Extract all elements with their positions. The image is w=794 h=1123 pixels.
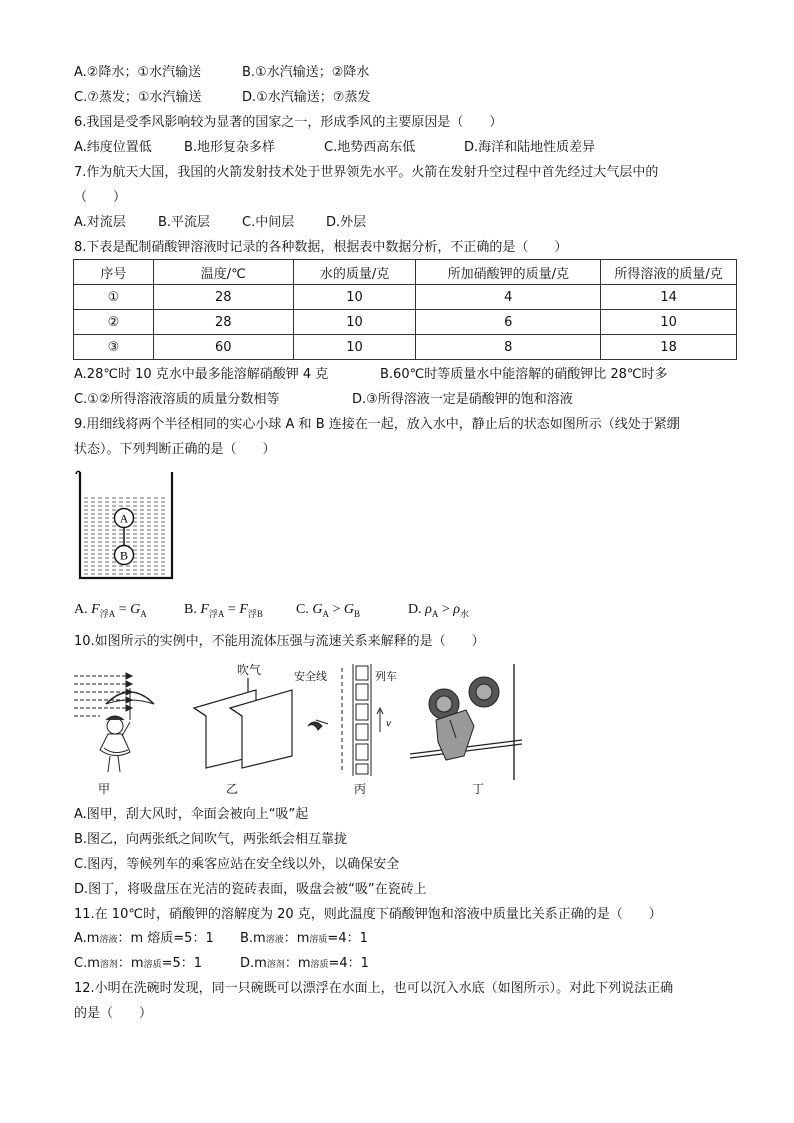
train-cars bbox=[356, 666, 368, 774]
table-cell: 18 bbox=[601, 335, 737, 360]
table-header-cell: 序号 bbox=[74, 260, 154, 285]
q8-stem: 8.下表是配制硝酸钾溶液时记录的各种数据，根据表中数据分析，不正确的是（ ） bbox=[74, 240, 568, 255]
q7-stem-line-2: （ ） bbox=[74, 190, 127, 205]
q10-option-b: B.图乙，向两张纸之间吹气，两张纸会相互靠拢 bbox=[74, 832, 348, 847]
q9-options bbox=[74, 601, 469, 623]
q7-option-c: C.中间层 bbox=[242, 215, 295, 230]
symbol: G bbox=[130, 602, 141, 617]
symbol: ρ bbox=[425, 602, 432, 617]
q6-option-a: A.纬度位置低 bbox=[74, 140, 152, 155]
text: =4：1 bbox=[327, 931, 368, 946]
relation: > bbox=[328, 602, 344, 617]
ball-b-label: B bbox=[119, 548, 129, 563]
text: C.m bbox=[74, 956, 100, 971]
subscript: 溶质 bbox=[310, 960, 329, 970]
q11-options-row-1 bbox=[74, 930, 368, 949]
subscript: 浮A bbox=[208, 608, 225, 619]
subscript: 溶剂 bbox=[266, 960, 285, 970]
q10-option-d: D.图丁，将吸盘压在光洁的瓷砖表面，吸盘会被“吸”在瓷砖上 bbox=[74, 882, 427, 897]
suction-cup-left-center bbox=[436, 696, 452, 712]
table-cell: 10 bbox=[293, 335, 416, 360]
table-cell: ② bbox=[74, 310, 154, 335]
q11-option-c bbox=[74, 955, 240, 974]
symbol: ρ bbox=[453, 602, 460, 617]
text: =4：1 bbox=[328, 956, 369, 971]
q8-options-row-1 bbox=[74, 366, 667, 384]
subscript: 溶质 bbox=[309, 935, 328, 945]
table-header-row bbox=[74, 260, 737, 285]
table-cell: 60 bbox=[153, 335, 293, 360]
relation: = bbox=[224, 602, 240, 617]
table-header-cell: 水的质量/克 bbox=[293, 260, 416, 285]
girl-head bbox=[107, 718, 123, 734]
figure-yi-paper-sheets bbox=[194, 662, 292, 768]
subscript: 溶液 bbox=[99, 935, 118, 945]
table-row bbox=[74, 285, 737, 310]
passenger-silhouette bbox=[308, 722, 322, 730]
table-row bbox=[74, 310, 737, 335]
relation: > bbox=[438, 602, 454, 617]
q6-option-b: B.地形复杂多样 bbox=[184, 140, 276, 155]
q9-stem-line-2: 状态）。下列判断正确的是（ ） bbox=[74, 442, 276, 457]
figure-caption-jia: 甲 bbox=[98, 782, 111, 796]
q6-options bbox=[74, 139, 595, 157]
q8-option-a: A.28℃时 10 克水中最多能溶解硝酸钾 4 克 bbox=[74, 367, 329, 382]
text: A.m bbox=[74, 931, 100, 946]
q12-stem-line-2: 的是（ ） bbox=[74, 1006, 153, 1021]
table-cell: 10 bbox=[601, 310, 737, 335]
symbol: F bbox=[200, 602, 209, 617]
girl-hair bbox=[106, 716, 124, 720]
q9-beaker-figure bbox=[74, 466, 178, 584]
q8-option-c: C.①②所得溶液溶质的质量分数相等 bbox=[74, 392, 280, 407]
q8-options-row-2 bbox=[74, 391, 573, 409]
table-cell: 4 bbox=[416, 285, 601, 310]
q11-stem: 11.在 10℃时，硝酸钾的溶解度为 20 克，则此温度下硝酸钾饱和溶液中质量比关系正确的是（ ） bbox=[74, 907, 662, 922]
q5-option-d: D.①水汽输送；⑦蒸发 bbox=[242, 90, 371, 105]
q9-option-c bbox=[296, 601, 408, 623]
figure-bing-train-platform bbox=[294, 664, 397, 776]
option-prefix: B. bbox=[184, 602, 201, 617]
suction-cup-right-center bbox=[476, 684, 492, 700]
subscript: A bbox=[431, 608, 439, 619]
q11-option-a bbox=[74, 930, 240, 949]
blow-label: 吹气 bbox=[237, 663, 262, 677]
table-header-cell: 温度/℃ bbox=[153, 260, 293, 285]
table-cell: 8 bbox=[416, 335, 601, 360]
figure-jia-wind-umbrella bbox=[74, 673, 154, 772]
figure-caption-bing: 丙 bbox=[354, 782, 367, 796]
q11-options-row-2 bbox=[74, 955, 369, 974]
q8-option-d: D.③所得溶液一定是硝酸钾的饱和溶液 bbox=[352, 392, 573, 407]
table-cell: 6 bbox=[416, 310, 601, 335]
q11-option-b bbox=[240, 930, 368, 949]
table-row bbox=[74, 335, 737, 360]
q9-option-d bbox=[408, 601, 469, 623]
table-cell: ① bbox=[74, 285, 154, 310]
option-prefix: A. bbox=[74, 602, 92, 617]
symbol: G bbox=[343, 602, 354, 617]
girl-leg-right bbox=[118, 756, 120, 772]
q11-option-d bbox=[240, 955, 369, 974]
subscript: 溶剂 bbox=[99, 960, 118, 970]
subscript: B bbox=[354, 608, 361, 619]
q5-option-c: C.⑦蒸发；①水汽输送 bbox=[74, 90, 202, 105]
q7-option-b: B.平流层 bbox=[158, 215, 211, 230]
text: D.m bbox=[240, 956, 267, 971]
q7-stem-line-1: 7.作为航天大国，我国的火箭发射技术处于世界领先水平。火箭在发射升空过程中首先经过大气层中的 bbox=[74, 165, 659, 180]
figure-caption-yi: 乙 bbox=[226, 782, 239, 796]
q6-option-d: D.海洋和陆地性质差异 bbox=[464, 140, 596, 155]
table-cell: 28 bbox=[153, 285, 293, 310]
q9-option-a bbox=[74, 601, 184, 623]
subscript: A bbox=[322, 608, 329, 619]
q5-options-row-1 bbox=[74, 64, 369, 82]
q7-option-a: A.对流层 bbox=[74, 215, 126, 230]
q7-option-d: D.外层 bbox=[326, 215, 367, 230]
girl-leg-left bbox=[108, 756, 110, 772]
q10-option-c: C.图丙，等候列车的乘客应站在安全线以外，以确保安全 bbox=[74, 857, 400, 872]
q9-stem-line-1: 9.用细线将两个半径相同的实心小球 A 和 B 连接在一起，放入水中，静止后的状态如图所示（线处于紧绷 bbox=[74, 417, 680, 432]
q5-option-b: B.①水汽输送；②降水 bbox=[242, 65, 370, 80]
figure-ding-suction-cups bbox=[410, 664, 522, 780]
velocity-label: v bbox=[386, 719, 392, 729]
subscript: 水 bbox=[460, 608, 470, 619]
table-cell: ③ bbox=[74, 335, 154, 360]
figure-caption-ding: 丁 bbox=[472, 782, 485, 796]
q5-option-a: A.②降水；①水汽输送 bbox=[74, 65, 202, 80]
text: ：m bbox=[117, 956, 144, 971]
subscript: 溶质 bbox=[143, 960, 162, 970]
subscript: 溶液 bbox=[265, 935, 284, 945]
q8-option-b: B.60℃时等质量水中能溶解的硝酸钾比 28℃时多 bbox=[380, 367, 668, 382]
q6-option-c: C.地势西高东低 bbox=[324, 140, 416, 155]
subscript: 浮B bbox=[247, 608, 263, 619]
table-cell: 10 bbox=[293, 285, 416, 310]
wind-arrows bbox=[74, 673, 132, 716]
text: =5：1 bbox=[161, 956, 203, 971]
q9-option-b bbox=[184, 601, 296, 623]
text: B.m bbox=[240, 931, 266, 946]
table-cell: 14 bbox=[601, 285, 737, 310]
q10-option-a: A.图甲，刮大风时，伞面会被向上“吸”起 bbox=[74, 807, 309, 822]
table-cell: 10 bbox=[293, 310, 416, 335]
q6-stem: 6.我国是受季风影响较为显著的国家之一，形成季风的主要原因是（ ） bbox=[74, 115, 503, 130]
text: ：m 熔质=5：1 bbox=[117, 931, 214, 946]
table-cell: 28 bbox=[153, 310, 293, 335]
text: ：m bbox=[283, 931, 310, 946]
text: ：m bbox=[284, 956, 311, 971]
q10-figures bbox=[70, 660, 530, 795]
q5-options-row-2 bbox=[74, 89, 370, 107]
q7-options bbox=[74, 214, 366, 232]
symbol: F bbox=[239, 602, 248, 617]
table-header-cell: 所加硝酸钾的质量/克 bbox=[416, 260, 601, 285]
option-prefix: D. bbox=[408, 602, 426, 617]
table-header-cell: 所得溶液的质量/克 bbox=[601, 260, 737, 285]
subscript: A bbox=[140, 608, 147, 619]
relation: = bbox=[115, 602, 131, 617]
subscript: 浮A bbox=[99, 608, 116, 619]
symbol: G bbox=[312, 602, 323, 617]
q10-stem: 10.如图所示的实例中，不能用流体压强与流速关系来解释的是（ ） bbox=[74, 634, 485, 649]
ball-a-label: A bbox=[119, 511, 129, 526]
train-label: 列车 bbox=[375, 670, 397, 683]
safety-line-label: 安全线 bbox=[294, 670, 327, 683]
q8-data-table bbox=[73, 259, 737, 360]
symbol: F bbox=[91, 602, 100, 617]
q12-stem-line-1: 12.小明在洗碗时发现，同一只碗既可以漂浮在水面上，也可以沉入水底（如图所示）。对此下列说法正确 bbox=[74, 981, 674, 996]
option-prefix: C. bbox=[296, 602, 313, 617]
